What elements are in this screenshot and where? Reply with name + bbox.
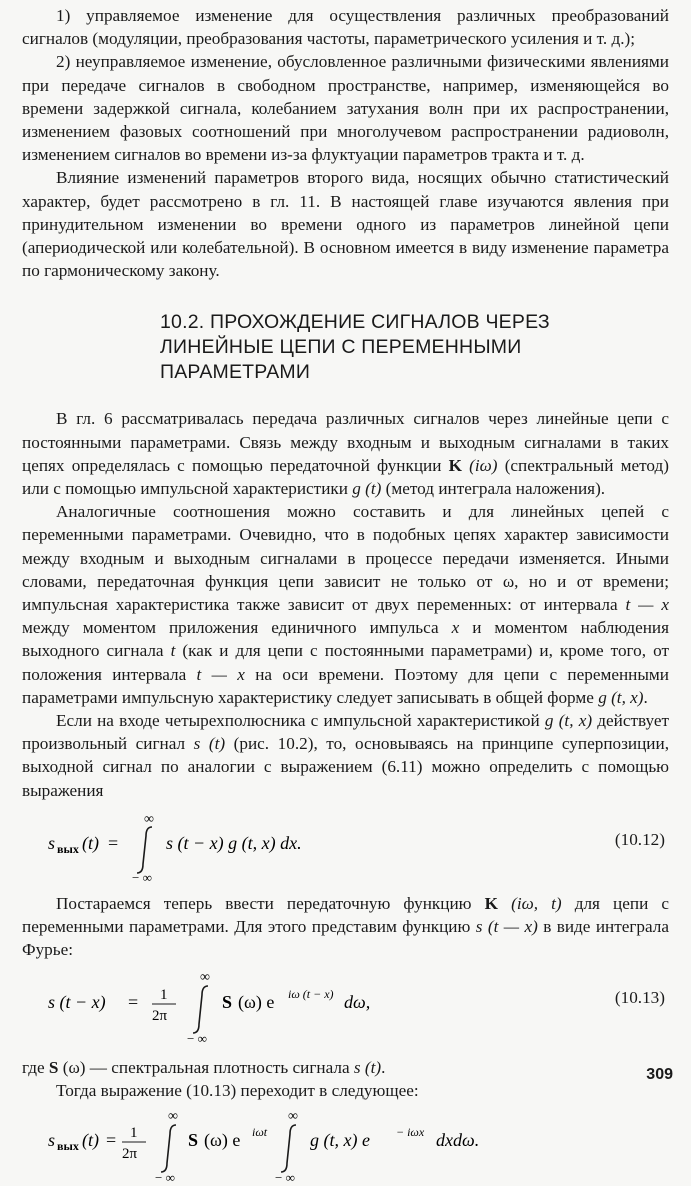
text-run: действует произвольный сигнал (22, 711, 670, 754)
eq2-frac-num: 1 (160, 986, 168, 1003)
eq2-exponent: iω (t − x) (288, 986, 334, 1001)
equation-output-signal (22, 1106, 669, 1186)
eq1-upper-limit: ∞ (144, 811, 154, 827)
list-item-uncontrolled: 2) неуправляемое изменение, обусловленное различными физическими явлениями при передаче сигналов в свободном пространстве, например, изменяющейся во времени задержкой сигнала, колебанием затухания волн при их распространении, изменением фазовых соотношений при многолучевом распространении радиоволн, изменением сигналов во времени из-за флуктуации параметров тракта и т. д. (22, 52, 669, 165)
text-run: . (381, 1057, 386, 1077)
paragraph-chapter6 (22, 407, 669, 500)
text-run: В гл. 6 рассматривалась передача различных сигналов через линейные цепи с постоянными параметрами. Связь между входным и выходным сигналами в таких цепях определялась с помощью передаточной функции (22, 409, 669, 475)
equation-10-13 (22, 966, 669, 1046)
eq2-lhs: s (t − x) (48, 991, 106, 1012)
list-item-controlled: 1) управляемое изменение для осуществления различных преобразований сигналов (модуляции, преобразования частоты, параметрического усиления и т. д.); (22, 6, 669, 49)
transfer-function-symbol: K (484, 893, 498, 913)
eq3-part1: (ω) e (204, 1129, 241, 1150)
paragraph-then: Тогда выражение (10.13) переходит в следующее: (56, 1080, 419, 1100)
text-run: для цепи с переменными параметрами. Для этого представим функцию (22, 893, 669, 937)
text-run: (спектральный метод) или с помощью импульсной характеристики (22, 455, 669, 499)
math-run: t — x (196, 664, 245, 684)
integral-sign-icon (161, 1125, 176, 1172)
heading-line-2: ЛИНЕЙНЫЕ ЦЕПИ С ПЕРЕМЕННЫМИ (160, 336, 522, 359)
text-run: в виде интеграла Фурье: (22, 917, 670, 960)
math-run: g (t) (352, 479, 382, 499)
math-run: g (t, x) (544, 711, 593, 731)
paragraph-transfer (22, 892, 669, 962)
math-run: x (451, 618, 460, 638)
eq3-upper-limit-1: ∞ (168, 1108, 178, 1124)
eq3-lhs-arg: (t) (82, 1129, 99, 1150)
paragraph-where (22, 1056, 669, 1079)
eq3-part3: dxdω. (436, 1129, 480, 1150)
equation-number: (10.12) (614, 829, 665, 849)
text-run: Если на входе четырехполюсника с импульсной характеристикой (56, 711, 545, 731)
equation-10-12 (22, 808, 669, 882)
heading-line-1: 10.2. ПРОХОЖДЕНИЕ СИГНАЛОВ ЧЕРЕЗ (160, 311, 550, 334)
eq3-exponent-1: iωt (252, 1124, 268, 1139)
transfer-function-symbol: K (448, 455, 462, 475)
text-run: (как и для цепи с постоянными параметрами) и, кроме того, от положения интервала (22, 641, 669, 684)
text-run: (метод интеграла наложения). (381, 479, 606, 499)
text-run: между моментом приложения единичного импульса (22, 618, 452, 638)
eq3-frac-num: 1 (130, 1124, 138, 1141)
eq3-part2: g (t, x) e (310, 1129, 370, 1150)
spectral-density-symbol: S (188, 1129, 199, 1150)
equation-number: (10.13) (614, 987, 665, 1007)
integral-sign-icon (193, 986, 208, 1033)
text-run: Постараемся теперь ввести передаточную функцию (56, 893, 485, 913)
eq3-upper-limit-2: ∞ (288, 1108, 298, 1124)
paragraph-superposition (22, 709, 669, 802)
eq2-integrand-a: (ω) e (238, 991, 275, 1012)
eq3-lower-limit-2: − ∞ (275, 1169, 295, 1185)
eq1-lhs: s (48, 832, 56, 853)
math-run: g (t, x) (598, 687, 644, 707)
text-run: на оси времени. Поэтому для цепи с переменными параметрами импульсную характеристику следует записывать в общей форме (22, 664, 669, 707)
eq1-equals: = (108, 832, 119, 853)
math-run: t (170, 641, 176, 661)
integral-sign-icon (281, 1125, 296, 1172)
math-run: (iω, t) (511, 893, 562, 913)
eq3-lhs: s (48, 1129, 56, 1150)
eq2-integrand-b: dω, (344, 991, 371, 1012)
eq2-frac-den: 2π (152, 1007, 168, 1024)
eq3-equals: = (106, 1129, 117, 1150)
eq2-upper-limit: ∞ (200, 969, 210, 985)
text-run: Аналогичные соотношения можно составить и для линейных цепей с переменными параметрами. Очевидно, что в подобных цепях характер зависимости между входным и выходным сигналами в процессе передачи изменяется. Иными словами, передаточная функция цепи зависит не только от ω, но и от времени; импульсная характеристика также зависит от двух переменных: от интервала (22, 502, 669, 615)
equation-10-12-body (48, 808, 508, 882)
page-number: 309 (646, 1066, 673, 1083)
math-run: s (t — x) (475, 917, 538, 937)
math-run: (iω) (469, 455, 498, 475)
eq2-equals: = (128, 991, 139, 1012)
paragraph-influence: Влияние изменений параметров второго вида, носящих обычно статистический характер, будет рассмотрено в гл. 11. В настоящей главе изучаются явления при принудительном изменении во времени одного из параметров линейной цепи (апериодической или колебательной). В основном имеется в виду изменение параметра по гармоническому закону. (22, 168, 669, 281)
eq1-lhs-arg: (t) (82, 832, 99, 853)
text-run: . (643, 687, 648, 707)
eq3-exponent-2: − iωx (396, 1124, 425, 1139)
eq1-subscript: вых (57, 841, 79, 856)
math-run: s (t) (353, 1057, 382, 1077)
eq3-subscript: вых (57, 1138, 79, 1153)
eq1-lower-limit: − ∞ (132, 869, 152, 882)
equation-output-body (48, 1106, 568, 1186)
paragraph-analogous (22, 500, 669, 709)
eq1-integrand: s (t − x) g (t, x) dx. (166, 832, 302, 853)
eq2-lower-limit: − ∞ (187, 1030, 207, 1046)
integral-sign-icon (137, 827, 152, 873)
heading-line-3: ПАРАМЕТРАМИ (160, 361, 311, 384)
text-run: и моментом наблюдения выходного сигнала (22, 618, 670, 661)
math-run: t — x (625, 595, 669, 615)
spectral-density-symbol: S (48, 1057, 59, 1077)
spectral-density-symbol: S (222, 991, 233, 1012)
text-run: (ω) — спектральная плотность сигнала (58, 1057, 354, 1077)
text-run: (рис. 10.2), то, основываясь на принципе суперпозиции, выходной сигнал по аналогии с выражением (6.11) можно определить с помощью выражения (22, 734, 669, 800)
math-run: s (t) (193, 734, 226, 754)
eq3-lower-limit-1: − ∞ (155, 1169, 175, 1185)
equation-10-13-body (48, 966, 508, 1046)
eq3-frac-den: 2π (122, 1145, 138, 1162)
section-heading (160, 310, 669, 385)
text-run: где (22, 1057, 49, 1077)
